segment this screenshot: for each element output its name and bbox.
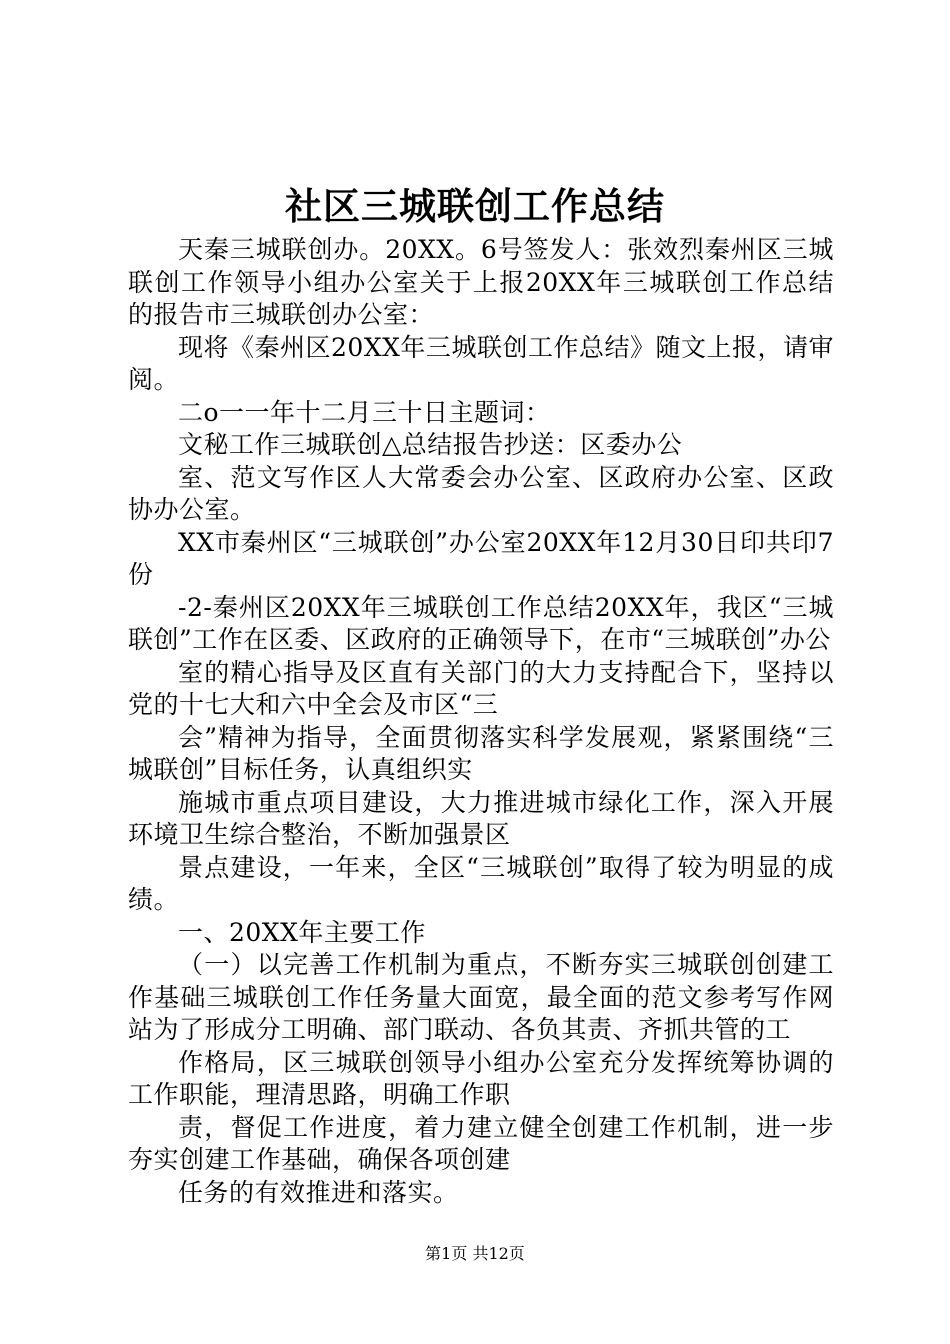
- paragraph: 天秦三城联创办。20XX。6号签发人：张效烈秦州区三城联创工作领导小组办公室关于上报20XX年三城联创工作总结的报告市三城联创办公室：: [128, 235, 834, 329]
- section-heading: 一、20XX年主要工作: [178, 917, 426, 947]
- paragraph: -2-秦州区20XX年三城联创工作总结20XX年，我区“三城联创”工作在区委、区政府的正确领导下，在市“三城联创”办公: [128, 592, 834, 654]
- document-title: 社区三城联创工作总结: [285, 185, 665, 228]
- paragraph: 文秘工作三城联创△总结报告抄送：区委办公: [178, 430, 683, 459]
- paragraph: 作格局，区三城联创领导小组办公室充分发挥统筹协调的工作职能，理清思路，明确工作职: [128, 1047, 834, 1109]
- paragraph: 室的精心指导及区直有关部门的大力支持配合下，坚持以党的十七大和六中全会及市区“三: [128, 657, 834, 719]
- paragraph: 责，督促工作进度，着力建立健全创建工作机制，进一步夯实创建工作基础，确保各项创建: [128, 1112, 834, 1174]
- page-footer: 第1页 共12页: [425, 1244, 525, 1263]
- paragraph: 景点建设，一年来，全区“三城联创”取得了较为明显的成绩。: [128, 852, 834, 914]
- paragraph: 现将《秦州区20XX年三城联创工作总结》随文上报，请审阅。: [128, 332, 834, 394]
- paragraph: 任务的有效推进和落实。: [178, 1177, 459, 1207]
- paragraph: 二ο一一年十二月三十日主题词：: [178, 397, 551, 427]
- paragraph: 施城市重点项目建设，大力推进城市绿化工作，深入开展环境卫生综合整治，不断加强景区: [128, 787, 834, 849]
- paragraph: XX市秦州区“三城联创”办公室20XX年12月30日印共印7份: [128, 527, 834, 589]
- paragraph: 会”精神为指导，全面贯彻落实科学发展观，紧紧围绕“三城联创”目标任务，认真组织实: [128, 722, 834, 784]
- paragraph: （一）以完善工作机制为重点，不断夯实三城联创创建工作基础三城联创工作任务量大面宽，最全面的范文参考写作网站为了形成分工明确、部门联动、各负其责、齐抓共管的工: [128, 950, 834, 1044]
- paragraph: 室、范文写作区人大常委会办公室、区政府办公室、区政协办公室。: [128, 462, 834, 524]
- document-body: [128, 234, 834, 1209]
